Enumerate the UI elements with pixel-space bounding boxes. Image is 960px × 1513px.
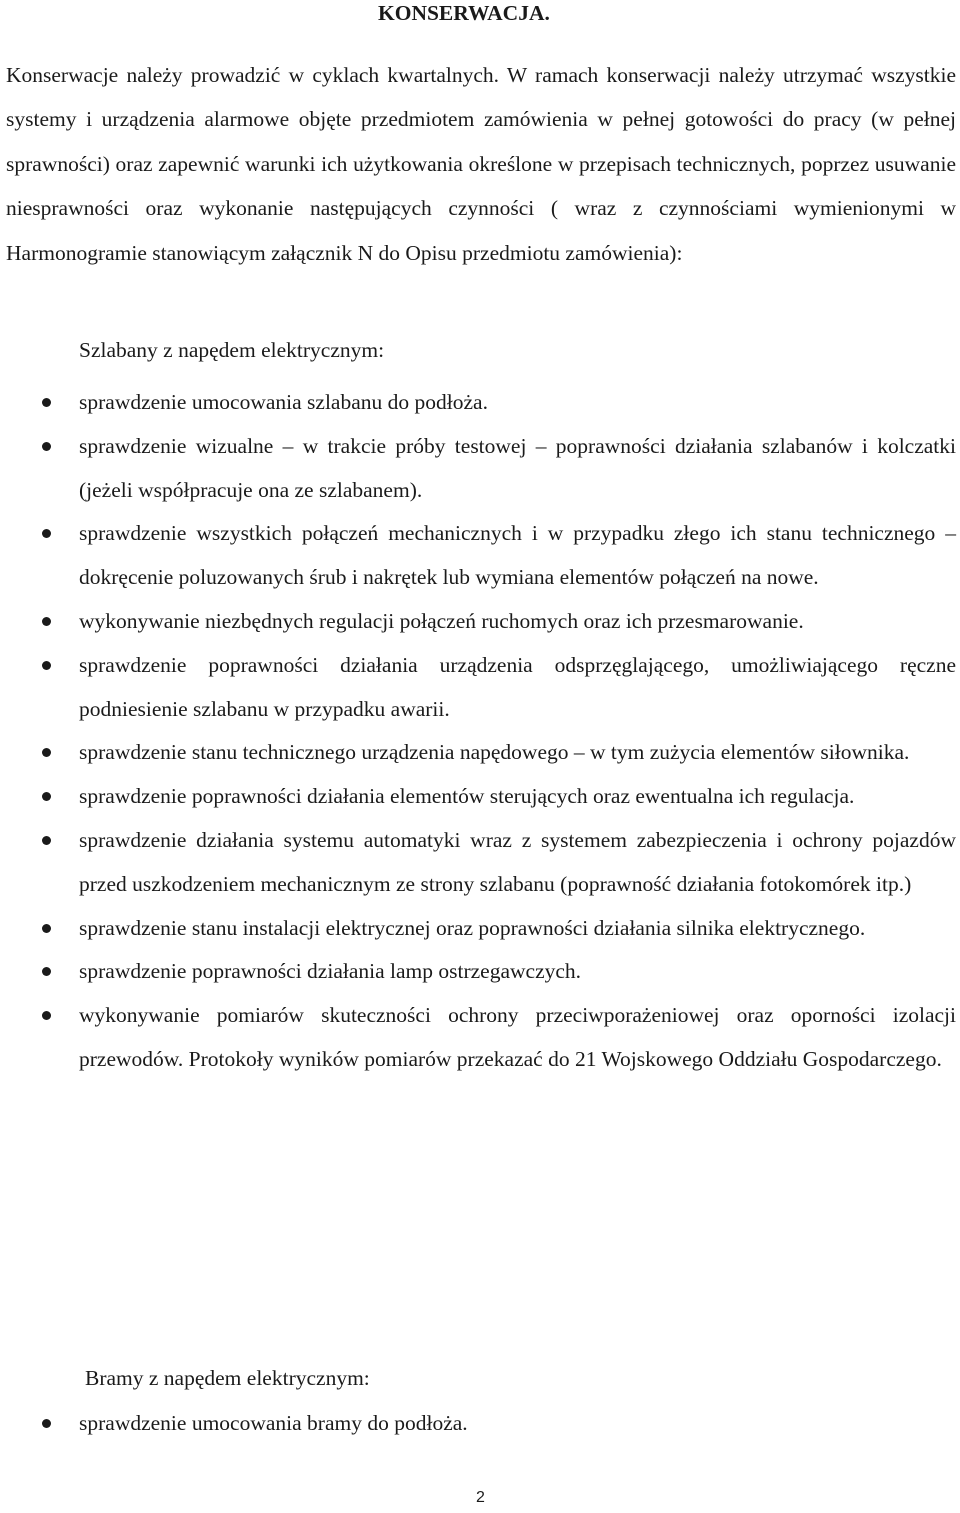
list-item [0, 819, 960, 907]
list-item [0, 994, 960, 1082]
bullet-icon [42, 529, 51, 538]
section-heading-gates: Bramy z napędem elektrycznym: [85, 1366, 370, 1390]
list-item [0, 950, 960, 994]
list-item-text: sprawdzenie poprawności działania urządzenia odsprzęglającego, umożliwiającego ręczne podniesienie szlabanu w przypadku awarii. [79, 652, 956, 721]
list-item-text: sprawdzenie stanu technicznego urządzenia napędowego – w tym zużycia elementów siłownika. [79, 740, 910, 765]
list-item-text: sprawdzenie stanu instalacji elektrycznej oraz poprawności działania silnika elektrycznego. [79, 915, 866, 940]
list-item [0, 600, 960, 644]
list-item-text: sprawdzenie poprawności działania lamp ostrzegawczych. [79, 959, 582, 984]
bullet-icon [42, 967, 51, 976]
page-number: 2 [476, 1489, 485, 1506]
bullet-icon [42, 661, 51, 670]
bullet-icon [42, 748, 51, 757]
barrier-maintenance-list [0, 381, 960, 1082]
document-title: KONSERWACJA. [378, 1, 550, 25]
list-item-text: wykonywanie niezbędnych regulacji połączeń ruchomych oraz ich przesmarowanie. [79, 608, 804, 633]
gate-maintenance-list [0, 1402, 960, 1446]
section-heading-barriers: Szlabany z napędem elektrycznym: [79, 338, 385, 362]
list-item-text: sprawdzenie wizualne – w trakcie próby testowej – poprawności działania szlabanów i kolczatki (jeżeli współpracuje ona ze szlabanem). [79, 433, 956, 502]
bullet-icon [42, 924, 51, 933]
bullet-icon [42, 792, 51, 801]
list-item [0, 731, 960, 775]
list-item [0, 644, 960, 732]
list-item [0, 512, 960, 600]
list-item-text: wykonywanie pomiarów skuteczności ochrony przeciwporażeniowej oraz oporności izolacji przewodów. Protokoły wyników pomiarów przekazać do 21 Wojskowego Oddziału Gospodarczego. [79, 1003, 956, 1071]
bullet-icon [42, 1419, 51, 1428]
list-item [0, 425, 960, 513]
bullet-icon [42, 442, 51, 451]
list-item [0, 907, 960, 951]
bullet-icon [42, 398, 51, 407]
list-item-text: sprawdzenie poprawności działania elementów sterujących oraz ewentualna ich regulacja. [79, 784, 855, 809]
list-item-text: sprawdzenie działania systemu automatyki wraz z systemem zabezpieczenia i ochrony pojazdów przed uszkodzeniem mechanicznym ze strony szlabanu (poprawność działania fotokomórek itp.) [79, 827, 956, 896]
list-item [0, 381, 960, 425]
list-item [0, 775, 960, 819]
list-item-text: sprawdzenie wszystkich połączeń mechanicznych i w przypadku złego ich stanu technicznego – dokręcenie poluzowanych śrub i nakrętek lub wymiana elementów połączeń na nowe. [79, 521, 956, 590]
list-item-text: sprawdzenie umocowania bramy do podłoża. [79, 1411, 468, 1435]
bullet-icon [42, 617, 51, 626]
bullet-icon [42, 836, 51, 845]
list-item [0, 1402, 960, 1446]
bullet-icon [42, 1011, 51, 1020]
intro-paragraph: Konserwacje należy prowadzić w cyklach kwartalnych. W ramach konserwacji należy utrzymać wszystkie systemy i urządzenia alarmowe objęte przedmiotem zamówienia w pełnej gotowości do pracy (w pełnej sprawności) oraz zapewnić warunki ich użytkowania określone w przepisach technicznych, poprzez usuwanie niesprawności oraz wykonanie następujących czynności ( wraz z czynnościami wymienionymi w Harmonogramie stanowiącym załącznik N do Opisu przedmiotu zamówienia): [6, 63, 956, 265]
list-item-text: sprawdzenie umocowania szlabanu do podłoża. [79, 390, 488, 414]
